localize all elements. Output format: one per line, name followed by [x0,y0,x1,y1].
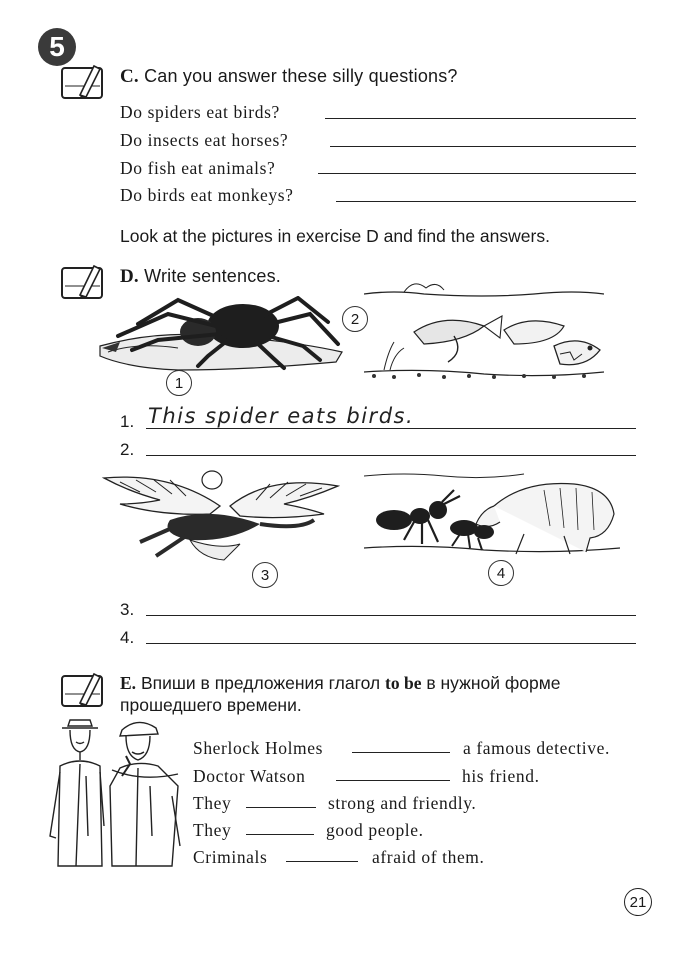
exercise-d-letter: D. [120,266,139,287]
line-number-3: 3. [120,600,135,619]
sentence-1-start: Sherlock Holmes [193,738,324,758]
line-number-2: 2. [120,440,135,459]
spider-eating-bird-illustration [98,296,344,378]
instruction-part-1: Впиши в предложения глагол [140,673,381,693]
sentence-line-3[interactable] [146,615,636,616]
unit-number-badge: 5 [38,28,76,66]
blank-1[interactable] [352,752,450,753]
sentence-line-1[interactable] [146,428,636,429]
line-number-1: 1. [120,412,135,431]
exercise-c-instruction: Can you answer these silly questions? [144,66,458,86]
question-3: Do fish eat animals? [120,158,276,178]
page-number: 21 [624,888,652,916]
blank-5[interactable] [286,861,358,862]
holmes-and-watson-illustration [46,716,186,876]
instruction-part-2: в нужной форме [426,673,561,693]
sentence-3-start: They [193,793,232,813]
sentence-4-end: good people. [326,820,424,840]
exercise-d-instruction: Write sentences. [144,266,282,286]
sentence-5-start: Criminals [193,847,268,867]
picture-number-4: 4 [488,560,514,586]
exercise-d-heading [120,266,281,288]
sentence-3-end: strong and friendly. [328,793,477,813]
exercise-c-note: Look at the pictures in exercise D and find the answers. [120,226,550,246]
blank-2[interactable] [336,780,450,781]
pencil-icon [60,64,106,100]
sentence-2-end: his friend. [462,766,540,786]
answer-line-4[interactable] [336,201,636,202]
instruction-part-3: прошедшего времени. [120,695,302,715]
answer-line-2[interactable] [330,146,636,147]
blank-4[interactable] [246,834,314,835]
blank-3[interactable] [246,807,316,808]
sentence-2-start: Doctor Watson [193,766,306,786]
question-1: Do spiders eat birds? [120,102,280,122]
pencil-icon [60,672,106,708]
instruction-verb: to be [385,673,422,693]
exercise-c-letter: C. [120,66,139,87]
eagle-carrying-monkey-illustration [100,470,340,562]
sentence-line-2[interactable] [146,455,636,456]
answer-line-1[interactable] [325,118,636,119]
question-2: Do insects eat horses? [120,130,289,150]
picture-number-2: 2 [342,306,368,332]
ants-eating-horse-illustration [364,466,620,556]
example-answer: This spider eats birds. [148,404,415,428]
exercise-e-letter: E. [120,673,137,693]
piranhas-underwater-illustration [364,282,604,382]
exercise-c-heading [120,66,458,88]
sentence-line-4[interactable] [146,643,636,644]
question-4: Do birds eat monkeys? [120,185,294,205]
picture-number-1: 1 [166,370,192,396]
pencil-icon [60,264,106,300]
answer-line-3[interactable] [318,173,636,174]
exercise-e-instruction [120,672,640,716]
sentence-1-end: a famous detective. [463,738,610,758]
picture-number-3: 3 [252,562,278,588]
sentence-4-start: They [193,820,232,840]
line-number-4: 4. [120,628,135,647]
sentence-5-end: afraid of them. [372,847,485,867]
